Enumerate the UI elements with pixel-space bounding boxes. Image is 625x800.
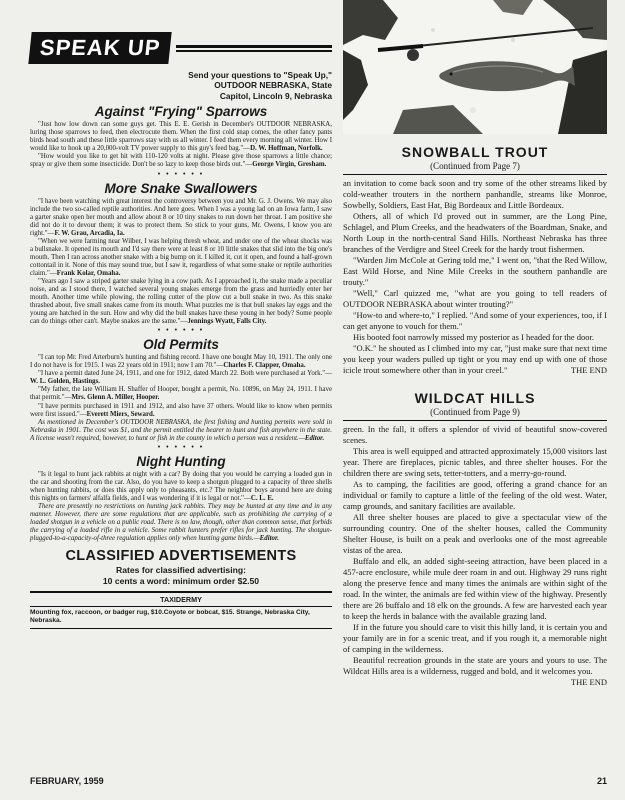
section-body	[30, 471, 332, 543]
classified-title: CLASSIFIED ADVERTISEMENTS	[65, 548, 297, 565]
article-paragraph: Beautiful recreation grounds in the state are yours and yours to use. The Wildcat Hills area is a wilderness, rugged and bold, and it welcomes you. THE END	[343, 655, 607, 687]
article-body	[343, 178, 607, 376]
article-paragraph: Others, all of which I'd proved out in summer, are the Long Pine, Schlagel, and Plum Creeks, and the headwaters of the Boardman, Snake, and North Loup in the north-central Sand Hills. Northeast Nebraska has three branches of the Verdigre and Steel Creek for the hardy trout fishermen.	[343, 211, 607, 254]
article-paragraph: an invitation to come back soon and try some of the other streams liked by cold-weather trouters in the northern panhandle, streams like Monroe, Sowbelly, Soldiers, East Hat, Big Bordeaux and Little Bordeaux.	[343, 178, 607, 210]
letter-paragraph: "Just how low down can some guys get. This E. E. Gerish in December's OUTDOOR NEBRASKA, luring those sparrows to feed, then electrocute them. When the first cold snap comes, the other fancy pants birds head south and these little sparrows stay with us all winter. I feed them every morning all winter. How I would like to hook up a 20,000-volt TV power supply to this guy's feed bag."—D. W. Hoffman, Norfolk.	[30, 121, 332, 153]
signature: Mrs. Glenn A. Miller, Hooper.	[71, 394, 160, 402]
speak-up-banner	[30, 28, 332, 68]
letter-paragraph: "I have permits purchased in 1911 and 1912, and also have 37 others. Would like to know when permits were first issued."—Everett Miers, Seward.	[30, 402, 332, 418]
banner-rule	[176, 50, 332, 52]
articles-column	[343, 0, 607, 688]
section-title: More Snake Swallowers	[104, 180, 258, 196]
page-number: 21	[596, 776, 607, 786]
divider-dots: • • • • • •	[157, 443, 205, 451]
banner-rule	[176, 45, 332, 48]
divider-dots: • • • • • •	[157, 327, 205, 335]
issue-date: FEBRUARY, 1959	[30, 776, 104, 786]
article-paragraph: green. In the fall, it offers a splendor of vivid of beautiful snow-covered scenes.	[343, 424, 607, 445]
signature: Editor.	[259, 535, 279, 543]
section-body	[30, 121, 332, 169]
speak-up-column	[30, 28, 332, 629]
continued-note: (Continued from Page 9)	[430, 407, 520, 417]
article-paragraph: "Warden Jim McCole at Gering told me," I went on, "that the Red Willow, East Wild Horse, and Nine Mile Creeks in the southern panhandle are trouty."	[343, 255, 607, 287]
intro-line: Capitol, Lincoln 9, Nebraska	[219, 90, 332, 101]
banner-title: SPEAK UP	[28, 32, 172, 64]
signature: W. L. Golden, Hastings.	[30, 378, 101, 386]
section-body	[30, 198, 332, 327]
classified-rates-label: Rates for classified advertising:	[116, 565, 246, 576]
signature: Editor.	[304, 434, 325, 442]
signature: C. L. E.	[250, 494, 274, 502]
signature: D. W. Hoffman, Norfolk.	[250, 145, 323, 153]
article-paragraph: All three shelter houses are placed to give a spectacular view of the surrounding country. One of the shelter houses, called the Community Shelter House, is built on a peak and overlooks one of the most agreeable vistas of the area.	[343, 512, 607, 555]
article-rule	[343, 420, 607, 421]
signature: George Virgin, Gresham.	[252, 161, 327, 169]
signature: F. W. Grau, Arcadia, Ia.	[54, 229, 125, 237]
letter-paragraph: "How would you like to get hit with 110-120 volts at night. Please give those sparrows a little chance; spray or give them some insecticide. Don't be so lazy to keep those birds out."—George Virgin, Gresham.	[30, 153, 332, 169]
article-title: WILDCAT HILLS	[414, 390, 536, 406]
editor-note: As mentioned in December's OUTDOOR NEBRASKA, the first fishing and hunting permits were sold in Nebraska in 1901. The cost was $1, and the permit entitled the bearer to hunt and fish anywhere in the state. A license wasn't required, however, to hunt or fish in the county in which a person was a resident.—Editor.	[30, 418, 332, 442]
intro-line: Send your questions to "Speak Up,"	[188, 70, 332, 80]
article-title: SNOWBALL TROUT	[401, 144, 549, 160]
letter-paragraph: "I can top Mr. Fred Arterburn's hunting and fishing record. I have one bought May 10, 1911. The only one I do not have is for 1915. I was 22 years old in 1911; now I am 70."—Charles F. Clapper, Omaha.	[30, 354, 332, 370]
letter-paragraph: "I have been watching with great interest the controversy between you and Mr. G. J. Owens. We may also include the two so-called reptile authorities. And here goes. When I was a young lad on an Iowa farm, I saw a garter snake open her mouth and allow about 8 or 10 tiny snakes to run down her throat. I am positive she did not do it to devour them; it was to protect them. So stick to your guns, Mr. Owens, I know you are right."—F. W. Grau, Arcadia, Ia.	[30, 197, 332, 237]
letter-paragraph: "Years ago I saw a striped garter snake lying in a cow path. As I approached it, the snake made a peculiar noise, and as I stood there, I watched several young snakes emerge from the grass and hurriedly enter her mouth. Another time while plowing, the rolling cutter of the plow cut a bull snake in two. As this snake thrashed about, five small snakes came from its mouth. What puzzles me is that bull snakes lay eggs and the young are hatched in the sun. How and why did the bull snakes have these young in her body? Some people can do things other can't. Maybe snakes are the same."—Jennings Wyatt, Falls City.	[30, 277, 332, 326]
divider-dots: • • • • • •	[157, 170, 205, 178]
section-body	[30, 354, 332, 443]
section-title: Night Hunting	[136, 453, 226, 469]
signature: Frank Kolar, Omaha.	[56, 269, 121, 277]
the-end-mark: THE END	[570, 677, 607, 687]
letter-paragraph: "When we were farming near Wilber, I was helping thresh wheat, and under one of the wheat shocks was a bullsnake. It opened its mouth and I'd say there were at least 8 or 10 little snakes that slid into the big one's mouth. Then I ran across another snake with a big bump on it. I killed it, cut it open, and found a half-grown cottontail in it. None of this may sound true, but I saw it, regardless of what some snake or reptile authorities claim."—Frank Kolar, Omaha.	[30, 237, 332, 277]
article-paragraph: "How-to and where-to," I replied. "And some of your experiences, too, if I can get anyone to vouch for them."	[343, 310, 607, 331]
article-paragraph: This area is well equipped and attracted approximately 15,000 visitors last year. There are fireplaces, picnic tables, and three shelter houses. For the children there are swing sets, tetter-totters, and a merry-go-round.	[343, 446, 607, 478]
article-rule	[343, 174, 607, 175]
intro-line: OUTDOOR NEBRASKA, State	[214, 80, 332, 91]
classified-ad-box	[30, 591, 332, 628]
letter-paragraph: "I have a permit dated June 24, 1911, and one for 1912, dated March 22. Both were purchased at York."—W. L. Golden, Hastings.	[30, 370, 332, 386]
signature: Everett Miers, Seward.	[86, 410, 155, 418]
page-footer	[30, 776, 607, 786]
editor-note: There are presently no restrictions on hunting jack rabbits. They may be hunted at any time and in any manner. However, there are some regulations that are applicable, such as prohibiting the carrying of a loaded shotgun in a vehicle on a public road. There is no law, though, other than common sense, that forbids the carrying of a loaded rifle in a vehicle. Some rabbit hunters prefer rifles for jack hunting. The shotgun-plugged-to-a-capacity-of-three regulation applies only when hunting game birds.—Editor.	[30, 502, 332, 543]
article-paragraph: If in the future you should care to visit this hilly land, it is certain you and your family are in for a scenic treat, and if you rough it, a memorable night of camping in the wilderness.	[343, 622, 607, 654]
the-end-mark: THE END	[570, 365, 607, 375]
signature: Jennings Wyatt, Falls City.	[187, 318, 267, 326]
classified-category: TAXIDERMY	[30, 593, 332, 607]
trout-photo-illustration	[343, 0, 607, 134]
article-paragraph: His booted foot narrowly missed my posterior as I headed for the door.	[353, 332, 595, 342]
section-title: Against "Frying" Sparrows	[94, 104, 268, 120]
trout-fishing-photo	[343, 0, 607, 134]
letter-paragraph: "Is it legal to hunt jack rabbits at night with a car? By doing that you would be carrying a loaded gun in the car and shooting from the car. Also, do you have to keep a shotgun plugged to a capacity of three shells when hunting rabbits, or does this apply only to pheasants, etc.? The neighbor boys around here are doing this nights on farmers' alfalfa fields, and I was wondering if it is legal or not."—C. L. E.	[30, 470, 332, 502]
article-paragraph: Buffalo and elk, an added sight-seeing attraction, have been placed in a 457-acre enclosure, while mule deer roam in and out. Highway 29 runs right along the preserve fence and many times the animals are within sight of the road. In the winter, the animals are fed within view of the highway. Presently there are 26 buffalo and 18 elk on the grounds. A few are harvested each year to keep the herds in balance with the available grazing land.	[343, 556, 607, 621]
article-paragraph: "O.K." he shouted as I climbed into my car, "just make sure that next time you keep your waders pulled up tight or you may end up with one of those icicle trout somewhere other than in your creel." THE END	[343, 343, 607, 375]
article-paragraph: As to camping, the facilities are good, offering a grand chance for an individual or family to capture a little of the feeling of the old west. Water, camp grounds, and sanitary facilities are available.	[343, 479, 607, 511]
article-body	[343, 424, 607, 687]
article-paragraph: "Well," Carl quizzed me, "what are you going to tell readers of OUTDOOR NEBRASKA about winter trouting?"	[343, 288, 607, 309]
classified-ad-text: Mounting fox, raccoon, or badger rug, $10.Coyote or bobcat, $15. Strange, Nebraska City, Nebraska.	[30, 609, 310, 625]
letter-paragraph: "My father, the late William H. Shaffer of Hooper, bought a permit, No. 10896, on May 24, 1911. I have that permit."—Mrs. Glenn A. Miller, Hooper.	[30, 386, 332, 402]
classified-rates-value: 10 cents a word: minimum order $2.50	[102, 576, 260, 587]
section-title: Old Permits	[143, 337, 219, 353]
continued-note: (Continued from Page 7)	[430, 161, 520, 171]
signature: Charles F. Clapper, Omaha.	[223, 362, 306, 370]
intro-text	[30, 70, 332, 101]
